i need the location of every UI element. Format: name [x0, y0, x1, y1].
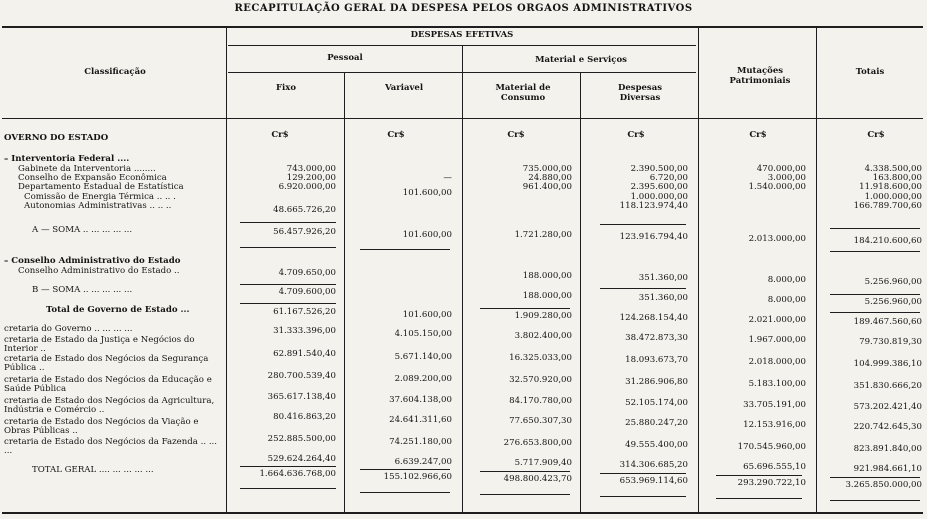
cell-mutacoes: 33.705.191,00: [743, 400, 806, 410]
cell-totais: 166.789.700,60: [853, 201, 922, 211]
header-variavel: Variavel: [384, 83, 424, 93]
cell-diversas: 31.286.906,80: [625, 377, 688, 387]
cell-mutacoes: 3.000,00: [767, 173, 806, 183]
total-governo-rule: [240, 303, 336, 304]
total-governo-rule: [480, 308, 570, 309]
cell-diversas: 653.969.114,60: [619, 476, 688, 486]
cell-diversas: 2.390.500,00: [630, 164, 688, 174]
cell-diversas: 38.472.873,30: [625, 333, 688, 343]
soma-a-double: [830, 251, 920, 252]
cell-material: 5.717.909,40: [514, 458, 572, 468]
row-label: – Interventoria Federal ....: [4, 154, 130, 164]
total-geral-rule: [716, 475, 802, 476]
cell-totais: 11.918.600,00: [859, 182, 922, 192]
cell-diversas: 2.395.600,00: [630, 182, 688, 192]
cell-variavel: 6.639.247,00: [394, 457, 452, 467]
cell-diversas: 314.306.685,20: [619, 460, 688, 470]
cell-fixo: 80.416.863,20: [273, 412, 336, 422]
cell-variavel: 101.600,00: [402, 310, 452, 320]
row-label: Departamento Estadual de Estatística: [18, 182, 184, 192]
cell-totais: 1.000.000,00: [864, 192, 922, 202]
page-bottom-rule: [2, 512, 923, 514]
cell-diversas: 52.105.174,00: [625, 398, 688, 408]
soma-a-rule: [240, 222, 336, 223]
cell-fixo: 743.000,00: [286, 164, 336, 174]
cell-material: 961.400,00: [522, 182, 572, 192]
cell-variavel: 101.600,00: [402, 188, 452, 198]
cell-totais: 5.256.960,00: [864, 277, 922, 287]
row-label: Conselho Administrativo do Estado ..: [18, 266, 180, 276]
cell-totais: 351.830.666,20: [853, 381, 922, 391]
cell-fixo: 529.624.264,40: [267, 454, 336, 464]
currency-diversas: Cr$: [627, 130, 645, 140]
cell-mutacoes: 1.540.000,00: [748, 182, 806, 192]
currency-totais: Cr$: [867, 130, 885, 140]
currency-mutacoes: Cr$: [749, 130, 767, 140]
header-top-rule: [2, 26, 923, 28]
cell-fixo: 280.700.539,40: [267, 371, 336, 381]
cell-totais: 3.265.850.000,00: [845, 480, 922, 490]
cell-diversas: 124.268.154,40: [619, 313, 688, 323]
cell-mutacoes: 293.290.722,10: [737, 478, 806, 488]
header-material-consumo: Material de Consumo: [495, 83, 551, 103]
header-fixo: Fixo: [275, 83, 296, 93]
soma-b-rule: [600, 288, 686, 289]
col-divider-5: [698, 28, 699, 513]
row-label: cretaria de Estado dos Negócios da Agricultura, Indústria e Comércio ..: [4, 396, 215, 415]
cell-totais: 189.467.560,60: [853, 317, 922, 327]
cell-material: 16.325.033,00: [509, 353, 572, 363]
soma-b-rule: [240, 284, 336, 285]
total-geral-rule: [240, 466, 336, 467]
cell-diversas: 25.880.247,20: [625, 418, 688, 428]
cell-fixo: 56.457.926,20: [273, 227, 336, 237]
total-geral-double: [480, 494, 570, 495]
cell-diversas: 6.720,00: [649, 173, 688, 183]
row-label: Gabinete da Interventoria ........: [18, 164, 156, 174]
cell-material: 188.000,00: [522, 271, 572, 281]
cell-totais: 921.984.661,10: [853, 464, 922, 474]
cell-fixo: 1.664.636.768,00: [259, 469, 336, 479]
cell-diversas: 351.360,00: [638, 273, 688, 283]
total-geral-double: [360, 492, 450, 493]
cell-totais: 104.999.386,10: [853, 359, 922, 369]
row-label: A — SOMA .. ... ... ... ...: [32, 225, 133, 235]
currency-fixo: Cr$: [271, 130, 289, 140]
cell-material: 3.802.400,00: [514, 331, 572, 341]
cell-material: 1.909.280,00: [514, 311, 572, 321]
row-label: cretaria de Estado dos Negócios da Segurança Pública ..: [4, 354, 209, 373]
cell-material: 735.000,00: [522, 164, 572, 174]
row-label: cretaria de Estado dos Negócios da Educação e Saúde Pública: [4, 375, 212, 394]
soma-a-double: [360, 249, 450, 250]
col-divider-2: [462, 46, 463, 513]
cell-variavel: 4.105.150,00: [394, 329, 452, 339]
header-despesas-efetivas: DESPESAS EFETIVAS: [410, 30, 514, 40]
total-geral-rule: [480, 471, 570, 472]
cell-variavel: 2.089.200,00: [394, 374, 452, 384]
cell-mutacoes: 8.000,00: [767, 295, 806, 305]
cell-variavel: 24.641.311,60: [389, 415, 452, 425]
cell-material: 24.880,00: [528, 173, 572, 183]
row-label: Conselho de Expansão Econômica: [18, 173, 167, 183]
cell-material: 276.653.800,00: [503, 438, 572, 448]
row-label: Comissão de Energia Térmica .. .. .: [24, 192, 176, 202]
cell-fixo: 4.709.650,00: [278, 268, 336, 278]
cell-fixo: 4.709.600,00: [278, 287, 336, 297]
cell-fixo: 31.333.396,00: [273, 326, 336, 336]
cell-fixo: 129.200,00: [286, 173, 336, 183]
section-title: OVERNO DO ESTADO: [4, 133, 109, 143]
total-governo-rule: [830, 312, 920, 313]
cell-variavel: 5.671.140,00: [394, 352, 452, 362]
row-label: cretaria de Estado dos Negócios da Fazenda .. ... ...: [4, 437, 218, 456]
cell-totais: 573.202.421,40: [853, 402, 922, 412]
cell-material: 498.800.423,70: [503, 474, 572, 484]
cell-variavel: 74.251.180,00: [389, 437, 452, 447]
header-classificacao: Classificação: [84, 67, 146, 77]
cell-diversas: 123.916.794,40: [619, 232, 688, 242]
cell-mutacoes: 170.545.960,00: [737, 442, 806, 452]
cell-diversas: 1.000.000,00: [630, 192, 688, 202]
cell-diversas: 351.360,00: [638, 293, 688, 303]
header-totais: Totais: [855, 67, 885, 77]
soma-a-double: [240, 247, 336, 248]
cell-fixo: 252.885.500,00: [267, 434, 336, 444]
header-mutacoes: Mutações Patrimoniais: [729, 66, 791, 86]
total-geral-double: [240, 488, 336, 489]
cell-diversas: 18.093.673,70: [625, 355, 688, 365]
cell-mutacoes: 12.153.916,00: [743, 420, 806, 430]
cell-variavel: 155.102.966,60: [383, 472, 452, 482]
row-label: – Conselho Administrativo do Estado: [4, 256, 181, 266]
cell-fixo: 365.617.138,40: [267, 392, 336, 402]
col-divider-4: [580, 72, 581, 513]
cell-mutacoes: 470.000,00: [756, 164, 806, 174]
cell-variavel: 37.604.138,00: [389, 395, 452, 405]
soma-a-rule: [600, 224, 686, 225]
cell-material: 32.570.920,00: [509, 375, 572, 385]
soma-a-rule: [830, 228, 920, 229]
cell-variavel: —: [443, 173, 452, 183]
row-label: B — SOMA .. ... ... ... ...: [32, 285, 133, 295]
cell-fixo: 61.167.526,20: [273, 307, 336, 317]
cell-totais: 79.730.819,30: [859, 337, 922, 347]
cell-totais: 823.891.840,00: [853, 444, 922, 454]
currency-variavel: Cr$: [387, 130, 405, 140]
total-geral-rule: [830, 477, 920, 478]
cell-mutacoes: 2.021.000,00: [748, 315, 806, 325]
row-label: cretaria de Estado dos Negócios da Viação e Obras Públicas ..: [4, 417, 199, 436]
total-geral-rule: [360, 469, 450, 470]
cell-material: 84.170.780,00: [509, 396, 572, 406]
cell-mutacoes: 2.013.000,00: [748, 234, 806, 244]
cell-material: 1.721.280,00: [514, 230, 572, 240]
cell-mutacoes: 8.000,00: [767, 275, 806, 285]
row-label: cretaria de Estado da Justiça e Negócios do Interior ..: [4, 335, 195, 354]
row-label: TOTAL GERAL .... ... ... ... ...: [32, 465, 154, 475]
cell-mutacoes: 1.967.000,00: [748, 335, 806, 345]
total-geral-double: [830, 500, 920, 501]
row-label: Total de Governo de Estado ...: [46, 305, 190, 315]
cell-diversas: 118.123.974,40: [619, 201, 688, 211]
row-label: Autonomias Administrativas .. .. ..: [24, 201, 172, 211]
header-pessoal: Pessoal: [327, 53, 363, 63]
total-geral-double: [600, 496, 686, 497]
col-divider-3: [344, 72, 345, 513]
row-label: cretaria do Governo .. ... ... ...: [4, 324, 133, 334]
col-divider-1: [226, 28, 227, 513]
cell-fixo: 62.891.540,40: [273, 349, 336, 359]
header-despesas-diversas: Despesas Diversas: [618, 83, 662, 103]
total-geral-double: [716, 498, 802, 499]
cell-totais: 220.742.645,30: [853, 422, 922, 432]
soma-b-rule: [830, 294, 920, 295]
cell-totais: 163.800,00: [872, 173, 922, 183]
cell-mutacoes: 5.183.100,00: [748, 379, 806, 389]
cell-fixo: 48.665.726,20: [273, 205, 336, 215]
document-title: RECAPITULAÇÃO GERAL DA DESPESA PELOS ORGAOS ADMINISTRATIVOS: [234, 3, 693, 14]
cell-mutacoes: 65.696.555,10: [743, 462, 806, 472]
cell-diversas: 49.555.400,00: [625, 440, 688, 450]
total-geral-rule: [600, 473, 686, 474]
cell-mutacoes: 2.018.000,00: [748, 357, 806, 367]
cell-material: 188.000,00: [522, 291, 572, 301]
col-divider-6: [816, 28, 817, 513]
cell-fixo: 6.920.000,00: [278, 182, 336, 192]
cell-totais: 184.210.600,60: [853, 236, 922, 246]
cell-totais: 4.338.500,00: [864, 164, 922, 174]
cell-totais: 5.256.960,00: [864, 297, 922, 307]
cell-material: 77.650.307,30: [509, 416, 572, 426]
currency-material: Cr$: [507, 130, 525, 140]
header-material-servicos: Material e Serviços: [535, 55, 627, 65]
cell-variavel: 101.600,00: [402, 230, 452, 240]
